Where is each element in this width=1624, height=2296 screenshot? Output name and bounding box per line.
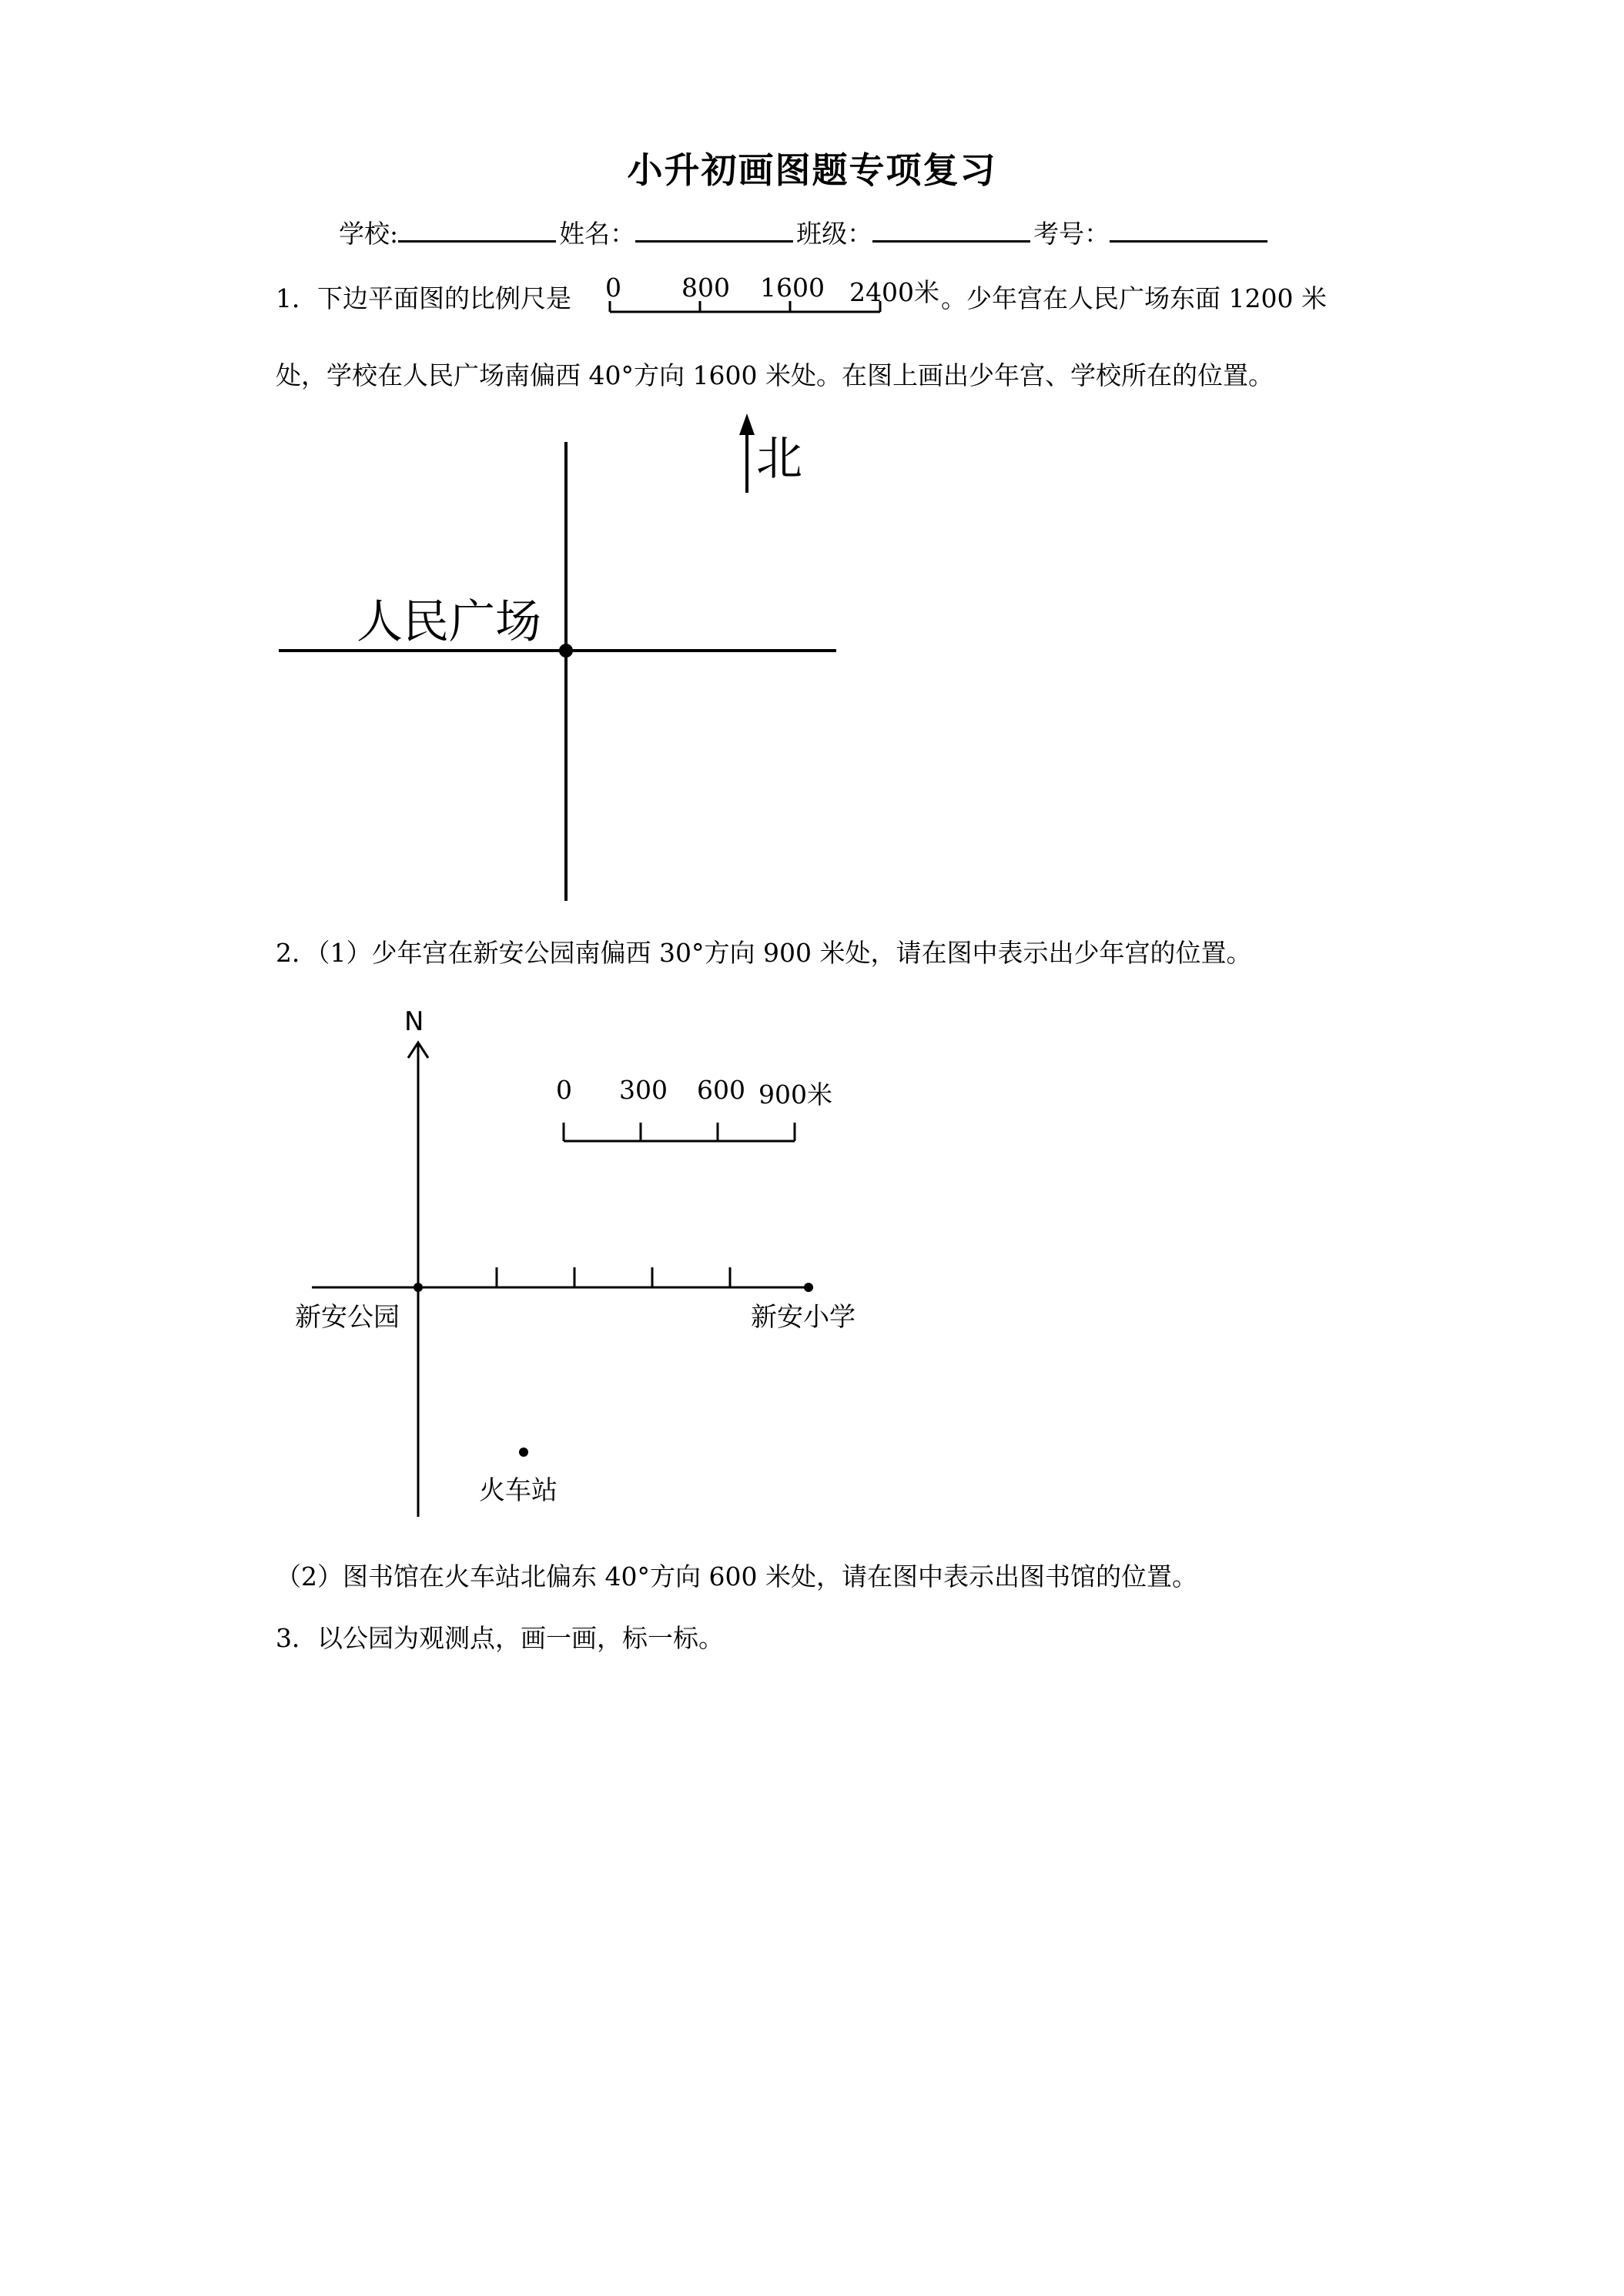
q1-scale-label-0: 0 bbox=[605, 273, 621, 303]
q3-text: 3．以公园为观测点，画一画，标一标。 bbox=[276, 1623, 724, 1653]
exam-no-label: 考号： bbox=[1033, 219, 1110, 249]
class-label: 班级： bbox=[796, 219, 873, 249]
q1-scale-label-1600: 1600 bbox=[760, 273, 825, 303]
q2-north-label: N bbox=[404, 1006, 424, 1037]
q1-north-arrow bbox=[739, 413, 755, 493]
q2-scale-bar bbox=[564, 1123, 795, 1141]
q2-school-label: 新安小学 bbox=[751, 1302, 856, 1333]
page-title: 小升初画图题专项复习 bbox=[627, 149, 997, 191]
q2-station-label: 火车站 bbox=[479, 1475, 558, 1506]
q1-line2: 处，学校在人民广场南偏西 40°方向 1600 米处。在图上画出少年宫、学校所在的位置。 bbox=[276, 360, 1274, 390]
q2-north-axis bbox=[408, 1043, 428, 1517]
q1-scale-label-800: 800 bbox=[681, 273, 730, 303]
q1-center-dot bbox=[559, 644, 573, 658]
q1-scale-bar bbox=[610, 301, 880, 312]
q2-scale-label-900: 900米 bbox=[758, 1079, 832, 1110]
q1-north-label: 北 bbox=[756, 432, 802, 486]
q2-part1: 2．（1）少年宫在新安公园南偏西 30°方向 900 米处，请在图中表示出少年宫的位置。 bbox=[276, 938, 1252, 968]
q2-scale-label-0: 0 bbox=[556, 1075, 572, 1105]
q2-park-label: 新安公园 bbox=[295, 1302, 400, 1333]
q1-scale-label-2400: 2400米 bbox=[849, 277, 939, 307]
q2-part2: （2）图书馆在火车站北偏东 40°方向 600 米处，请在图中表示出图书馆的位置。 bbox=[276, 1561, 1197, 1591]
q2-station-dot bbox=[519, 1448, 528, 1457]
q1-cross-axes bbox=[279, 442, 836, 901]
q2-park-dot bbox=[414, 1283, 423, 1292]
q2-scale-label-600: 600 bbox=[697, 1075, 745, 1105]
q1-prefix: 1．下边平面图的比例尺是 bbox=[276, 283, 571, 313]
name-label: 姓名： bbox=[559, 219, 636, 249]
q1-suffix: 。少年宫在人民广场东面 1200 米 bbox=[941, 283, 1327, 313]
q2-scale-label-300: 300 bbox=[619, 1075, 668, 1105]
school-label: 学校: bbox=[339, 219, 399, 249]
q2-school-dot bbox=[804, 1283, 813, 1292]
q2-east-axis bbox=[312, 1267, 809, 1287]
q1-center-label: 人民广场 bbox=[357, 595, 541, 649]
